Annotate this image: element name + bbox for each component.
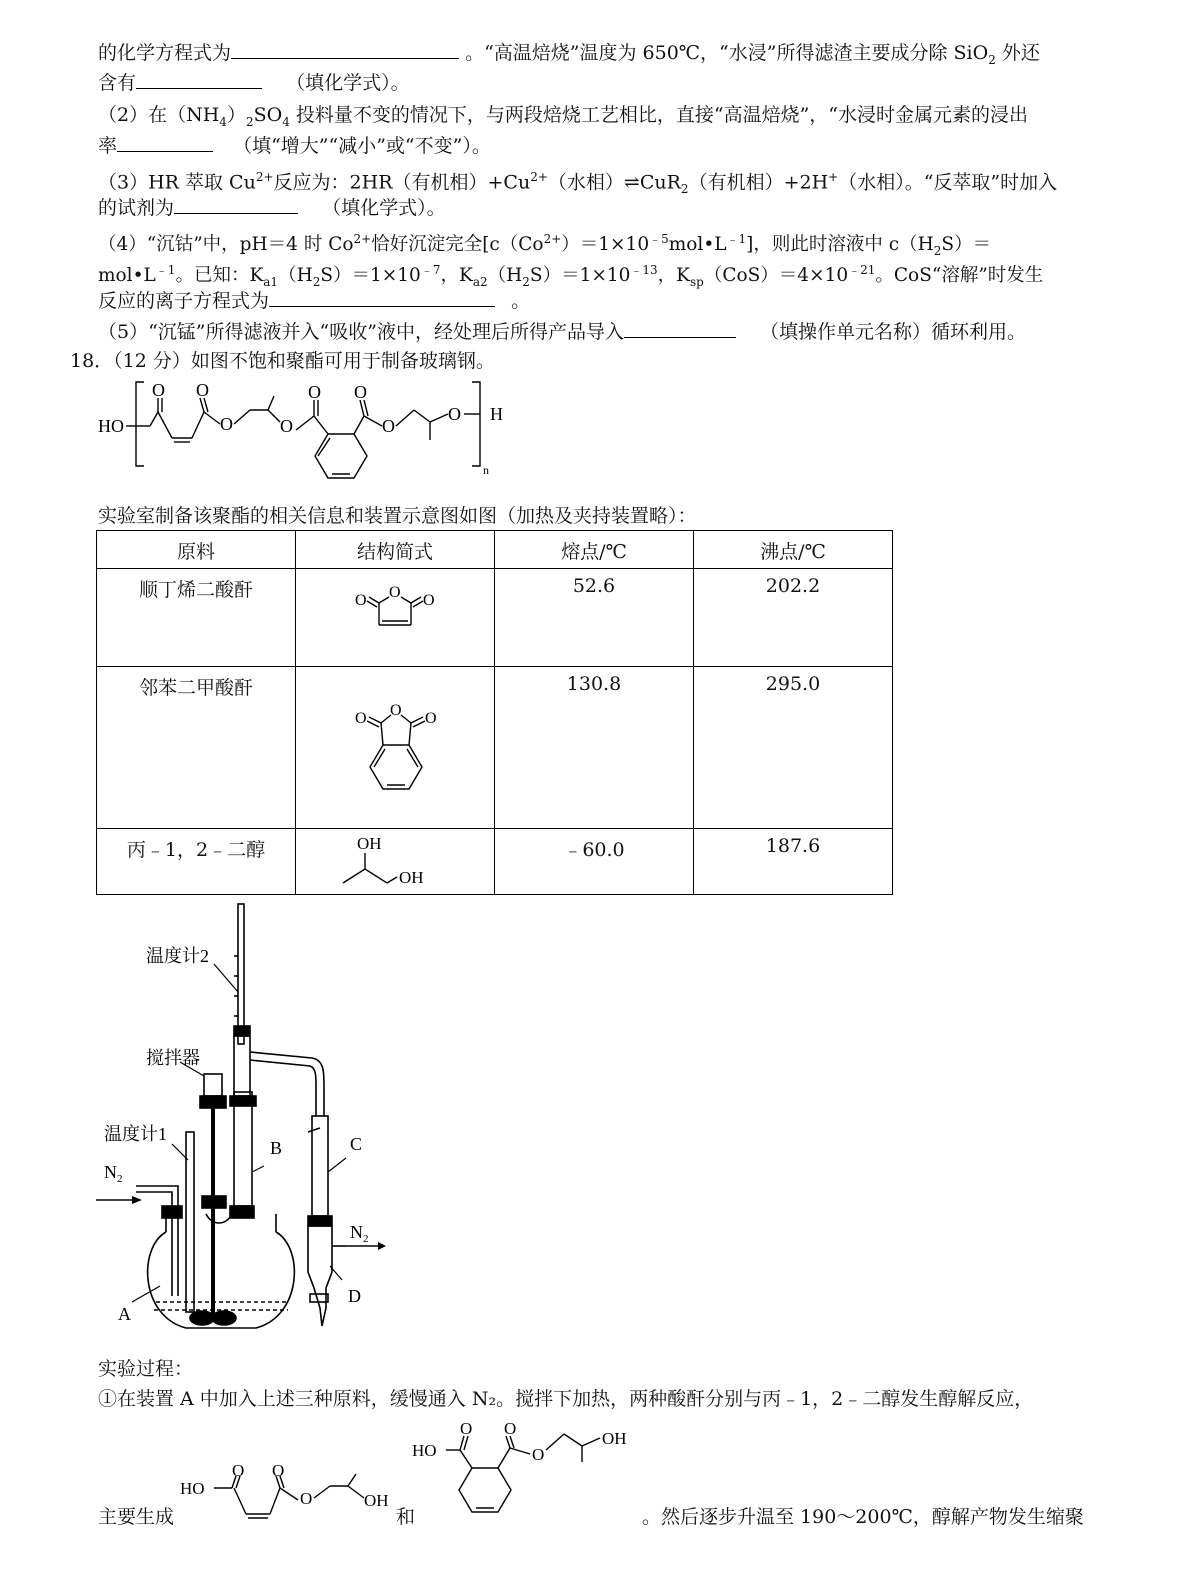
n2-inlet-label: $N_2$ xyxy=(104,1162,123,1185)
svg-text:O: O xyxy=(308,382,321,402)
table-row xyxy=(97,829,893,895)
table-row xyxy=(97,667,893,829)
svg-text:HO: HO xyxy=(412,1441,437,1460)
q17-part5: （5）“沉锰”所得滤液并入“吸收”液中，经处理后所得产品导入 （填操作单元名称）循环利用。 xyxy=(98,321,1027,343)
svg-text:O: O xyxy=(232,1464,245,1480)
process-step1: ①在装置 A 中加入上述三种原料，缓慢通入 N₂。搅拌下加热，两种酸酐分别与丙﹣1，2﹣二醇发生醇解反应， xyxy=(98,1388,1034,1410)
svg-text:O: O xyxy=(272,1464,285,1480)
q18-intro: 实验室制备该聚酯的相关信息和装置示意图如图（加热及夹持装置略）： xyxy=(98,505,697,527)
apparatus-diagram xyxy=(96,896,396,1344)
melting-point: ﹣60.0 xyxy=(495,829,694,895)
q17-part3: （3）HR 萃取 $Cu^{2+}$反应为：2HR（有机相）$+Cu^{2+}$（水相）⇌CuR$_2$（有机相）+2H+（水相）。“反萃取”时加入 xyxy=(98,170,1058,197)
answer-blank-reagent[interactable] xyxy=(174,195,298,214)
svg-text:O: O xyxy=(460,1420,473,1438)
svg-text:O: O xyxy=(354,382,367,402)
svg-text:OH: OH xyxy=(399,868,424,887)
stirrer-label: 搅拌器 xyxy=(146,1048,200,1068)
label-b: B xyxy=(270,1138,283,1158)
answer-blank-ionic-equation[interactable] xyxy=(269,288,495,307)
phthalic-anhydride-structure xyxy=(335,673,455,813)
svg-text:O: O xyxy=(152,380,165,400)
svg-text:O: O xyxy=(532,1445,545,1464)
boiling-point: 295.0 xyxy=(694,667,893,829)
svg-text:O: O xyxy=(390,702,402,719)
propanediol-structure xyxy=(335,835,455,891)
answer-blank-residue[interactable] xyxy=(136,70,262,89)
structure-cell xyxy=(296,569,495,667)
svg-text:O: O xyxy=(300,1489,313,1508)
label-d: D xyxy=(348,1286,361,1306)
q17-part4: （4）“沉钴”中，pH＝4 时 $Co^{2+}$恰好沉淀完全$[c(Co^{2+})=1\times 10^{﹣5}mol•L^{﹣1}]$，则此时溶液中 $c(H_2S)=$ xyxy=(98,232,992,258)
svg-text:O: O xyxy=(382,416,395,436)
header-material: 原料 xyxy=(97,531,296,569)
polymer-n-label: n xyxy=(483,463,489,477)
svg-text:O: O xyxy=(355,710,367,727)
material-name: 邻苯二甲酸酐 xyxy=(97,667,296,829)
process-step1-line2-b: 和 xyxy=(396,1506,416,1528)
header-boiling-point: 沸点/℃ xyxy=(694,531,893,569)
q17-part4-line2: $mol•L^{﹣1}$。已知：$K_{a1}(H_2S)=1\times 10^{﹣7}$，$K_{a2}(H_2S)=1\times 10^{﹣13}$，$K_{sp}(CoS)=4\times 10^{﹣21}$。CoS“溶解”时发生 xyxy=(98,263,1044,289)
process-step1-line2-c: 。然后逐步升温至 190～200℃，醇解产物发生缩聚 xyxy=(642,1506,1084,1528)
maleate-monoester-structure xyxy=(180,1464,400,1528)
structure-cell xyxy=(296,667,495,829)
material-name: 丙﹣1，2﹣二醇 xyxy=(97,829,296,895)
q17-part4-line3: 反应的离子方程式为 。 xyxy=(98,290,531,312)
thermometer2-label: 温度计2 xyxy=(146,946,209,966)
polymer-structure xyxy=(92,374,522,502)
polymer-h-label: H xyxy=(490,404,503,424)
polymer-ho-label: HO xyxy=(98,416,124,436)
svg-text:OH: OH xyxy=(602,1429,627,1448)
header-melting-point: 熔点/℃ xyxy=(495,531,694,569)
answer-blank-unit-name[interactable] xyxy=(624,319,736,338)
phthalate-monoester-structure xyxy=(410,1420,650,1532)
answer-blank-equation[interactable] xyxy=(231,40,459,59)
svg-text:O: O xyxy=(220,414,233,434)
svg-text:O: O xyxy=(389,584,401,601)
thermometer1-label: 温度计1 xyxy=(104,1124,167,1144)
svg-text:OH: OH xyxy=(357,835,382,853)
svg-text:OH: OH xyxy=(364,1491,389,1510)
table-header-row xyxy=(97,531,893,569)
q17-part3-line2: 的试剂为 （填化学式）。 xyxy=(98,197,446,219)
header-structure: 结构简式 xyxy=(296,531,495,569)
answer-blank-leach-rate[interactable] xyxy=(117,133,213,152)
material-name: 顺丁烯二酸酐 xyxy=(97,569,296,667)
process-step1-line2-a: 主要生成 xyxy=(98,1506,175,1528)
svg-text:O: O xyxy=(280,416,293,436)
q17-line2: 含有 （填化学式）。 xyxy=(98,72,410,94)
svg-text:O: O xyxy=(196,380,209,400)
q17-part2-line2: 率 （填“增大”“减小”或“不变”）。 xyxy=(98,135,491,157)
svg-text:O: O xyxy=(423,592,435,609)
q17-line1: 的化学方程式为 。“高温焙烧”温度为 650℃，“水浸”所得滤渣主要成分除 SiO$_2$ 外还 xyxy=(98,42,1040,67)
label-c: C xyxy=(350,1134,363,1154)
svg-text:O: O xyxy=(448,404,461,424)
q18-title: 18．（12 分）如图不饱和聚酯可用于制备玻璃钢。 xyxy=(70,350,495,372)
svg-text:O: O xyxy=(355,592,367,609)
svg-text:O: O xyxy=(425,710,437,727)
materials-table xyxy=(96,530,893,895)
label-a: A xyxy=(118,1304,131,1324)
svg-text:HO: HO xyxy=(180,1479,205,1498)
maleic-anhydride-structure xyxy=(335,575,455,655)
svg-text:O: O xyxy=(504,1420,517,1438)
melting-point: 130.8 xyxy=(495,667,694,829)
q17-part2: （2）在$(NH_4)_2SO_4$ 投料量不变的情况下，与两段焙烧工艺相比，直接“高温焙烧”，“水浸时金属元素的浸出 xyxy=(98,104,1029,129)
n2-outlet-label: $N_2$ xyxy=(350,1222,369,1245)
table-row xyxy=(97,569,893,667)
structure-cell xyxy=(296,829,495,895)
melting-point: 52.6 xyxy=(495,569,694,667)
boiling-point: 187.6 xyxy=(694,829,893,895)
boiling-point: 202.2 xyxy=(694,569,893,667)
process-title: 实验过程： xyxy=(98,1358,194,1380)
